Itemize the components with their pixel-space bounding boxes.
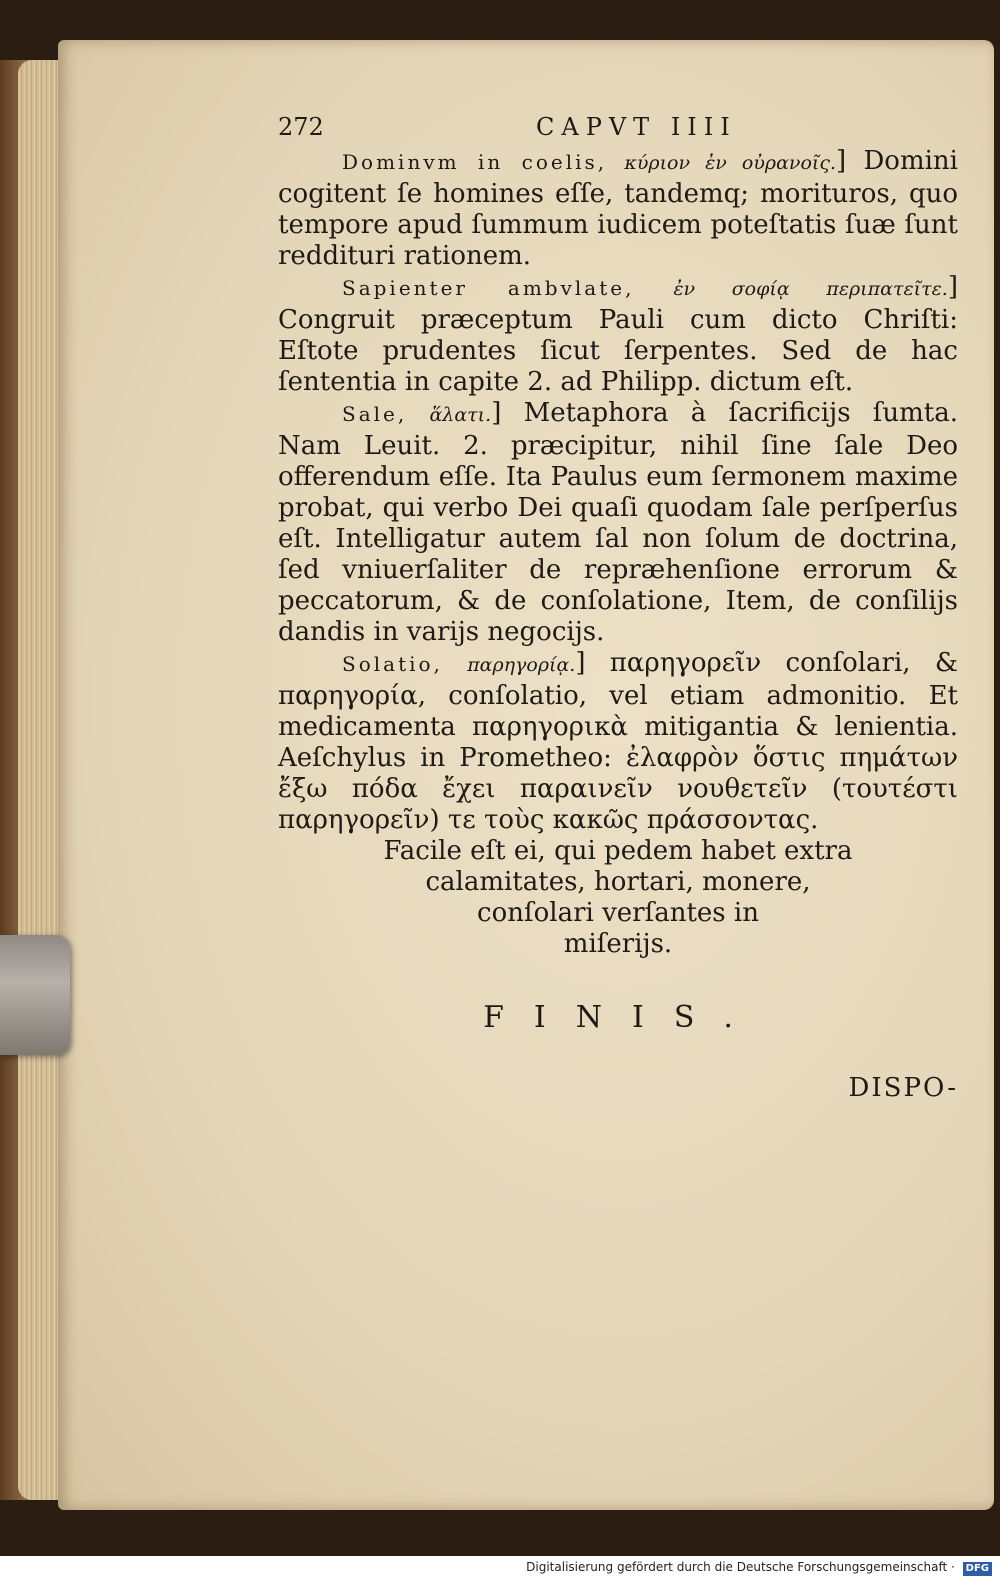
catchword: DISPO- [848, 1073, 958, 1103]
translation-line: conſolari verſantes in [477, 898, 759, 928]
footer-credit: Digitalisierung gefördert durch die Deutsche Forschungsgemeinschaft [526, 1560, 948, 1574]
paragraph-text: ] παρηγορεῖν conſolari, & παρηγορία, conſolatio, vel etiam admonitio. Et medicamenta παρηγορικὰ mitigantia & lenientia. Aeſchylus in Prometheo: ἐλαφρὸν ὅστις πημάτων ἔξω πόδα ἔχει παραινεῖν νουθετεῖν (τουτέστι παρηγορεῖν) τε τοὺς κακῶς πράσσοντας. [278, 648, 958, 835]
lemma: Sapienter ambvlate, [342, 276, 635, 300]
digitization-footer [0, 1556, 1000, 1578]
dfg-logo: DFG [963, 1562, 992, 1576]
translation-line: calamitates, hortari, monere, [425, 867, 811, 897]
greek-lemma: ἐν σοφίᾳ περιπατεῖτε. [673, 278, 948, 300]
translation-line: Facile eſt ei, qui pedem habet extra [383, 836, 853, 866]
page-header [278, 112, 958, 146]
lemma: Sale, [342, 402, 408, 426]
page-text [278, 112, 958, 1104]
paragraph-text: ] Domini cogitent ſe homines eſſe, tandemq; morituros, quo tempore apud ſummum iudicem poteſtatis ſuæ ſunt reddituri rationem. [278, 146, 958, 271]
paragraph-sale [278, 398, 958, 648]
greek-lemma: παρηγορίᾳ. [467, 654, 576, 676]
running-head: CAPVT IIII [536, 113, 737, 141]
greek-lemma: ἅλατι. [429, 404, 492, 426]
lemma: Solatio, [342, 652, 443, 676]
paragraph-text: ] Metaphora à ſacrificijs ſumta. Nam Leuit. 2. præcipitur, nihil ſine ſale Deo offerendum eſſe. Ita Paulus eum ſermonem maxime probat, qui verbo Dei quaſi quodam ſale perſperſus eſt. Intelligatur autem ſal non ſolum de doctrina, ſed vniuerſaliter de repræhenſione errorum & peccatorum, & de conſolatione, Item, de conſilijs dandis in varijs negocijs. [278, 398, 959, 647]
translation-line: miſerijs. [563, 929, 673, 959]
book-clasp [0, 935, 70, 1055]
lemma: Dominvm in coelis, [342, 150, 608, 174]
translation-block [278, 836, 958, 960]
paragraph-text: ] Congruit præceptum Pauli cum dicto Chriſti: Eſtote prudentes ſicut ſerpentes. Sed de hac ſententia in capite 2. ad Philipp. dictum eſt. [278, 272, 959, 397]
footer-separator: · [951, 1560, 955, 1574]
page-number: 272 [278, 113, 324, 141]
finis-heading: FINIS. [483, 1000, 763, 1035]
paragraph-dominum [278, 146, 958, 272]
paragraph-solatio [278, 648, 958, 836]
greek-lemma: κύριον ἐν οὐρανοῖς. [624, 152, 837, 174]
paragraph-sapienter [278, 272, 958, 398]
